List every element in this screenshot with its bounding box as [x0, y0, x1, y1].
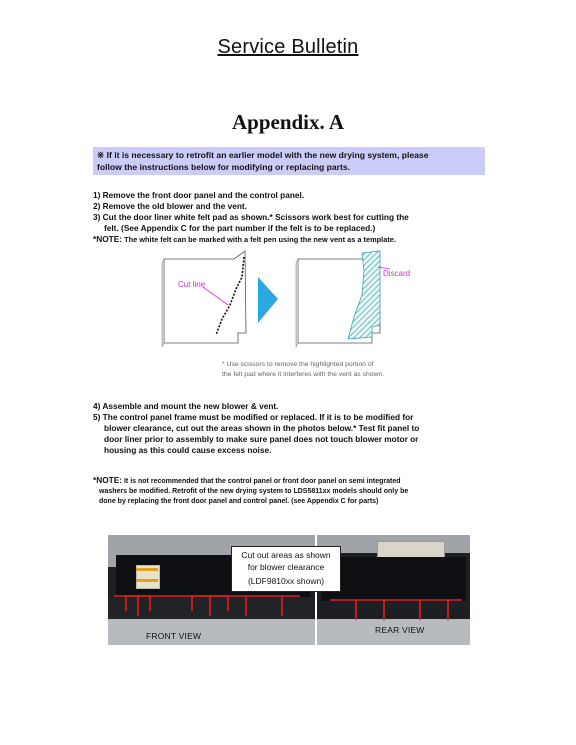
front-photo-floor: [108, 619, 315, 645]
page-title: Service Bulletin: [217, 36, 359, 58]
callout-line-3: (LDF9810xx shown): [247, 576, 325, 586]
front-view-label: FRONT VIEW: [146, 631, 202, 641]
cut-line-label: Cut line: [178, 280, 206, 289]
note2-label: *NOTE:: [93, 475, 123, 485]
steps-list-2: [93, 401, 493, 456]
note2-line-2: washers be modified. Retrofit of the new drying system to LDS5811xx models should only be: [99, 488, 409, 495]
rear-control-panel: [321, 557, 466, 601]
front-lower-panel: [108, 597, 315, 619]
direction-arrow: [258, 277, 278, 323]
warning-stripe: [136, 568, 158, 571]
diagram-caption-line-1: * Use scissors to remove the highlighted portion of: [222, 361, 374, 368]
intro-note-line-2: follow the instructions below for modifying or replacing parts.: [97, 162, 351, 172]
step-4: 4) Assemble and mount the new blower & vent.: [93, 401, 279, 411]
discard-label: Discard: [383, 269, 410, 278]
intro-note-box: [93, 147, 485, 175]
step-5-line-3: door liner prior to assembly to make sure panel does not touch blower motor or: [104, 434, 419, 444]
felt-pad-before: [164, 251, 246, 343]
note2-line-1: [93, 475, 513, 487]
note2-text-1: It is not recommended that the control panel or front door panel on semi integrated: [122, 478, 401, 485]
diagram-caption-line-2: the felt pad where it interferes with the vent as shown.: [222, 371, 385, 378]
felt-note-text: The white felt can be marked with a felt pen using the new vent as a template.: [122, 235, 396, 244]
step-5-line-4: housing as this could cause excess noise.: [104, 445, 272, 455]
felt-pad-after-edge: [296, 259, 298, 347]
step-2: 2) Remove the old blower and the vent.: [93, 201, 247, 211]
callout-line-1: Cut out areas as shown: [241, 550, 331, 560]
step-1: 1) Remove the front door panel and the control panel.: [93, 190, 305, 200]
semi-integrated-note: [93, 475, 513, 507]
appendix-heading: Appendix. A: [231, 110, 345, 134]
steps-list: [93, 190, 493, 245]
step-3: 3) Cut the door liner white felt pad as shown.* Scissors work best for cutting the: [93, 212, 409, 222]
step-3-continued: felt. (See Appendix C for the part number if the felt is to be replaced.): [104, 223, 376, 233]
rear-view-label: REAR VIEW: [375, 625, 425, 635]
felt-cut-diagram: [150, 247, 410, 362]
diagram-caption: [222, 360, 462, 380]
cutout-callout: [231, 546, 341, 592]
felt-pad-before-edge: [162, 259, 164, 347]
step-5: 5) The control panel frame must be modified or replaced. If it is to be modified for: [93, 412, 414, 422]
felt-note-label: *NOTE:: [93, 234, 123, 244]
callout-line-2: for blower clearance: [247, 562, 325, 572]
note2-line-3: done by replacing the front door panel and control panel. (see Appendix C for parts): [99, 498, 379, 505]
intro-note-line-1: ※ If it is necessary to retrofit an earlier model with the new drying system, please: [97, 150, 429, 160]
warning-stripe-2: [136, 579, 158, 582]
step-5-line-2: blower clearance, cut out the areas shown in the photos below.* Test fit panel to: [104, 423, 420, 433]
felt-note: [93, 234, 493, 245]
